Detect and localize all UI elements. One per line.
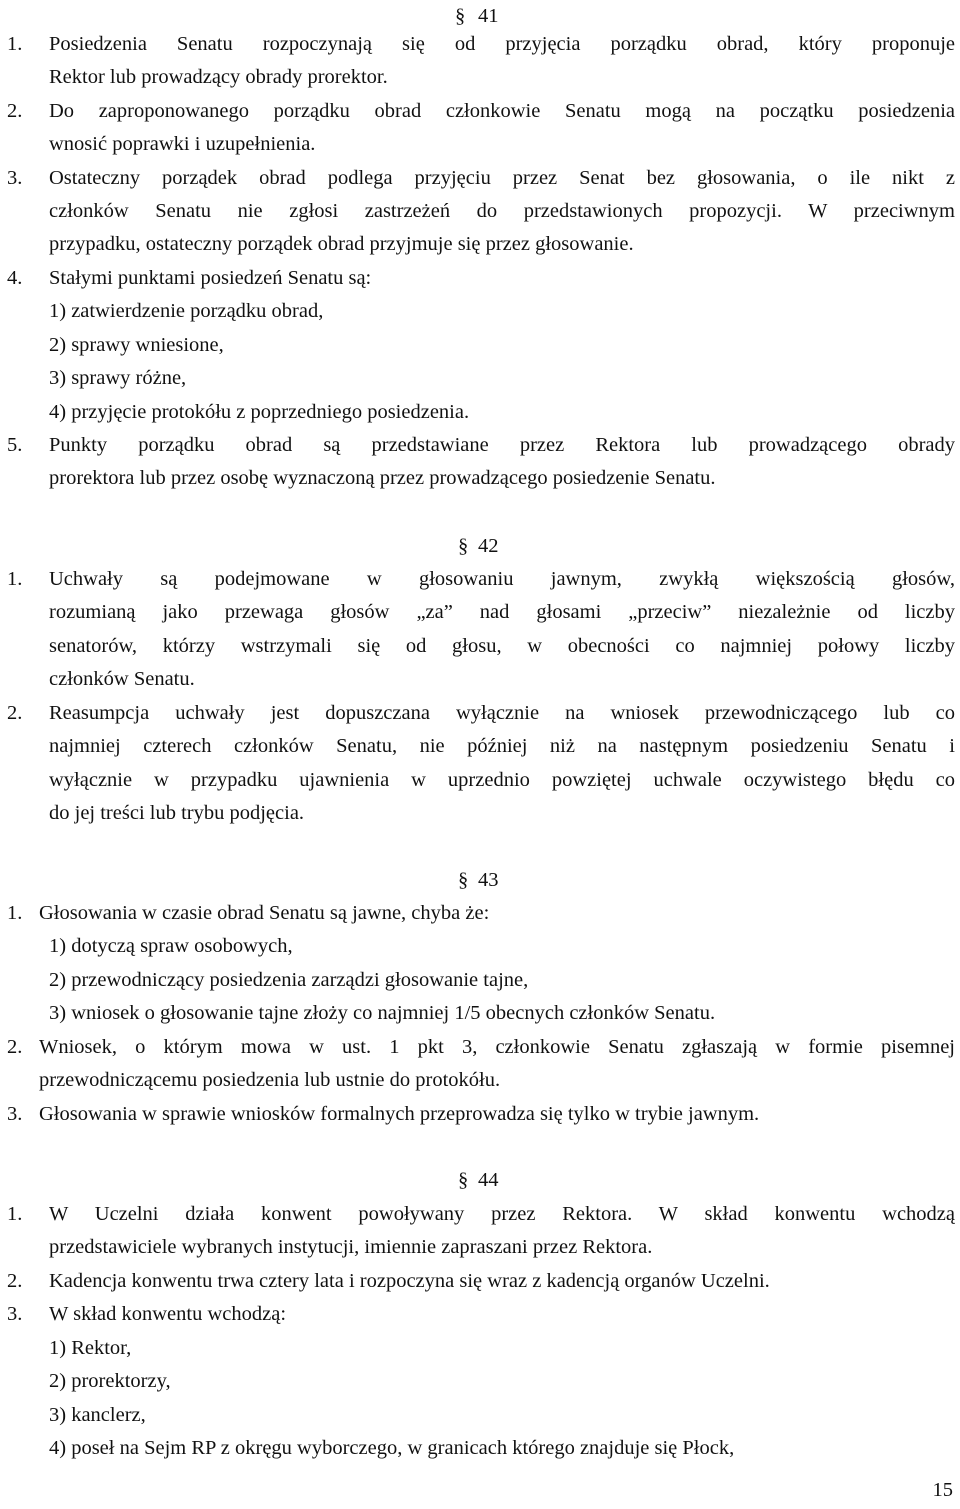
page-number: 15 bbox=[932, 1479, 953, 1501]
list-item bbox=[0, 1198, 960, 1231]
item-text-line: W Uczelni działa konwent powoływany przez Rektora. W skład konwentu wchodzą bbox=[49, 1203, 955, 1225]
item-text-line: przedstawiciele wybranych instytucji, imiennie zapraszani przez Rektora. bbox=[49, 1236, 653, 1258]
section-heading bbox=[0, 864, 960, 897]
list-item bbox=[0, 162, 960, 195]
item-number: 1. bbox=[7, 1203, 23, 1225]
item-number: 2. bbox=[7, 1270, 23, 1292]
sub-item: 4) przyjęcie protokółu z poprzedniego posiedzenia. bbox=[49, 401, 470, 423]
list-item bbox=[0, 897, 960, 930]
item-number: 2. bbox=[7, 100, 23, 122]
sub-item: 2) sprawy wniesione, bbox=[49, 334, 224, 356]
item-text-line: najmniej czterech członków Senatu, nie później niż na następnym posiedzeniu Senatu i bbox=[49, 735, 955, 757]
item-text-line: przewodniczącemu posiedzenia lub ustnie do protokółu. bbox=[39, 1069, 501, 1091]
section-number: 41 bbox=[478, 5, 499, 27]
section-symbol: § bbox=[458, 869, 469, 891]
item-number: 1. bbox=[7, 902, 23, 924]
section-heading bbox=[0, 530, 960, 563]
list-item bbox=[0, 429, 960, 462]
item-number: 3. bbox=[7, 1103, 23, 1125]
item-text-line: Wniosek, o którym mowa w ust. 1 pkt 3, członkowie Senatu zgłaszają w formie pisemnej bbox=[39, 1036, 955, 1058]
item-text-line: Kadencja konwentu trwa cztery lata i rozpoczyna się wraz z kadencją organów Uczelni. bbox=[49, 1270, 770, 1292]
item-text-line: przypadku, ostateczny porządek obrad przyjmuje się przez głosowanie. bbox=[49, 233, 634, 255]
item-text-line: W skład konwentu wchodzą: bbox=[49, 1303, 287, 1325]
item-number: 3. bbox=[7, 1303, 23, 1325]
section-symbol: § bbox=[458, 535, 469, 557]
list-item bbox=[0, 697, 960, 730]
item-text-line: rozumianą jako przewaga głosów „za” nad głosami „przeciw” niezależnie od liczby bbox=[49, 601, 955, 623]
item-text-line: Reasumpcja uchwały jest dopuszczana wyłącznie na wniosek przewodniczącego lub co bbox=[49, 702, 955, 724]
section-number: 43 bbox=[478, 869, 499, 891]
item-text-line: Punkty porządku obrad są przedstawiane przez Rektora lub prowadzącego obrady bbox=[49, 434, 955, 456]
item-text-line: członków Senatu nie zgłosi zastrzeżeń do przedstawionych propozycji. W przeciwnym bbox=[49, 200, 955, 222]
sub-item: 3) wniosek o głosowanie tajne złoży co najmniej 1/5 obecnych członków Senatu. bbox=[49, 1002, 716, 1024]
list-item bbox=[0, 563, 960, 596]
section-symbol: § bbox=[455, 5, 466, 27]
sub-item: 4) poseł na Sejm RP z okręgu wyborczego, w granicach którego znajduje się Płock, bbox=[49, 1437, 735, 1459]
item-number: 5. bbox=[7, 434, 23, 456]
list-item bbox=[0, 262, 960, 295]
sub-item: 3) kanclerz, bbox=[49, 1404, 146, 1426]
item-text-line: Stałymi punktami posiedzeń Senatu są: bbox=[49, 267, 372, 289]
sub-item: 2) prorektorzy, bbox=[49, 1370, 171, 1392]
item-number: 2. bbox=[7, 1036, 23, 1058]
item-text-line: Głosowania w sprawie wniosków formalnych przeprowadza się tylko w trybie jawnym. bbox=[39, 1103, 760, 1125]
item-number: 1. bbox=[7, 568, 23, 590]
item-text-line: Ostateczny porządek obrad podlega przyjęciu przez Senat bez głosowania, o ile nikt z bbox=[49, 167, 955, 189]
item-number: 1. bbox=[7, 33, 23, 55]
list-item bbox=[0, 28, 960, 61]
sub-item: 1) dotyczą spraw osobowych, bbox=[49, 935, 293, 957]
list-item bbox=[0, 1265, 960, 1298]
item-number: 4. bbox=[7, 267, 23, 289]
list-item bbox=[0, 1098, 960, 1131]
item-text-line: prorektora lub przez osobę wyznaczoną przez prowadzącego posiedzenie Senatu. bbox=[49, 467, 716, 489]
item-text-line: senatorów, którzy wstrzymali się od głosu, w obecności co najmniej połowy liczby bbox=[49, 635, 955, 657]
item-text-line: członków Senatu. bbox=[49, 668, 195, 690]
sub-item: 3) sprawy różne, bbox=[49, 367, 187, 389]
item-number: 3. bbox=[7, 167, 23, 189]
list-item bbox=[0, 1298, 960, 1331]
item-text-line: Rektor lub prowadzący obrady prorektor. bbox=[49, 66, 388, 88]
item-text-line: Uchwały są podejmowane w głosowaniu jawnym, zwykłą większością głosów, bbox=[49, 568, 955, 590]
item-text-line: Głosowania w czasie obrad Senatu są jawne, chyba że: bbox=[39, 902, 490, 924]
sub-item: 1) Rektor, bbox=[49, 1337, 132, 1359]
list-item bbox=[0, 95, 960, 128]
item-text-line: wyłącznie w przypadku ujawnienia w uprzednio powziętej uchwale oczywistego błędu co bbox=[49, 769, 955, 791]
sub-item: 2) przewodniczący posiedzenia zarządzi głosowanie tajne, bbox=[49, 969, 529, 991]
sub-item: 1) zatwierdzenie porządku obrad, bbox=[49, 300, 324, 322]
item-number: 2. bbox=[7, 702, 23, 724]
item-text-line: Posiedzenia Senatu rozpoczynają się od przyjęcia porządku obrad, który proponuje bbox=[49, 33, 955, 55]
section-symbol: § bbox=[458, 1169, 469, 1191]
section-number: 44 bbox=[478, 1169, 499, 1191]
section-number: 42 bbox=[478, 535, 499, 557]
item-text-line: do jej treści lub trybu podjęcia. bbox=[49, 802, 305, 824]
item-text-line: Do zaproponowanego porządku obrad członkowie Senatu mogą na początku posiedzenia bbox=[49, 100, 955, 122]
list-item bbox=[0, 1031, 960, 1064]
item-text-line: wnosić poprawki i uzupełnienia. bbox=[49, 133, 316, 155]
section-heading bbox=[0, 1164, 960, 1197]
